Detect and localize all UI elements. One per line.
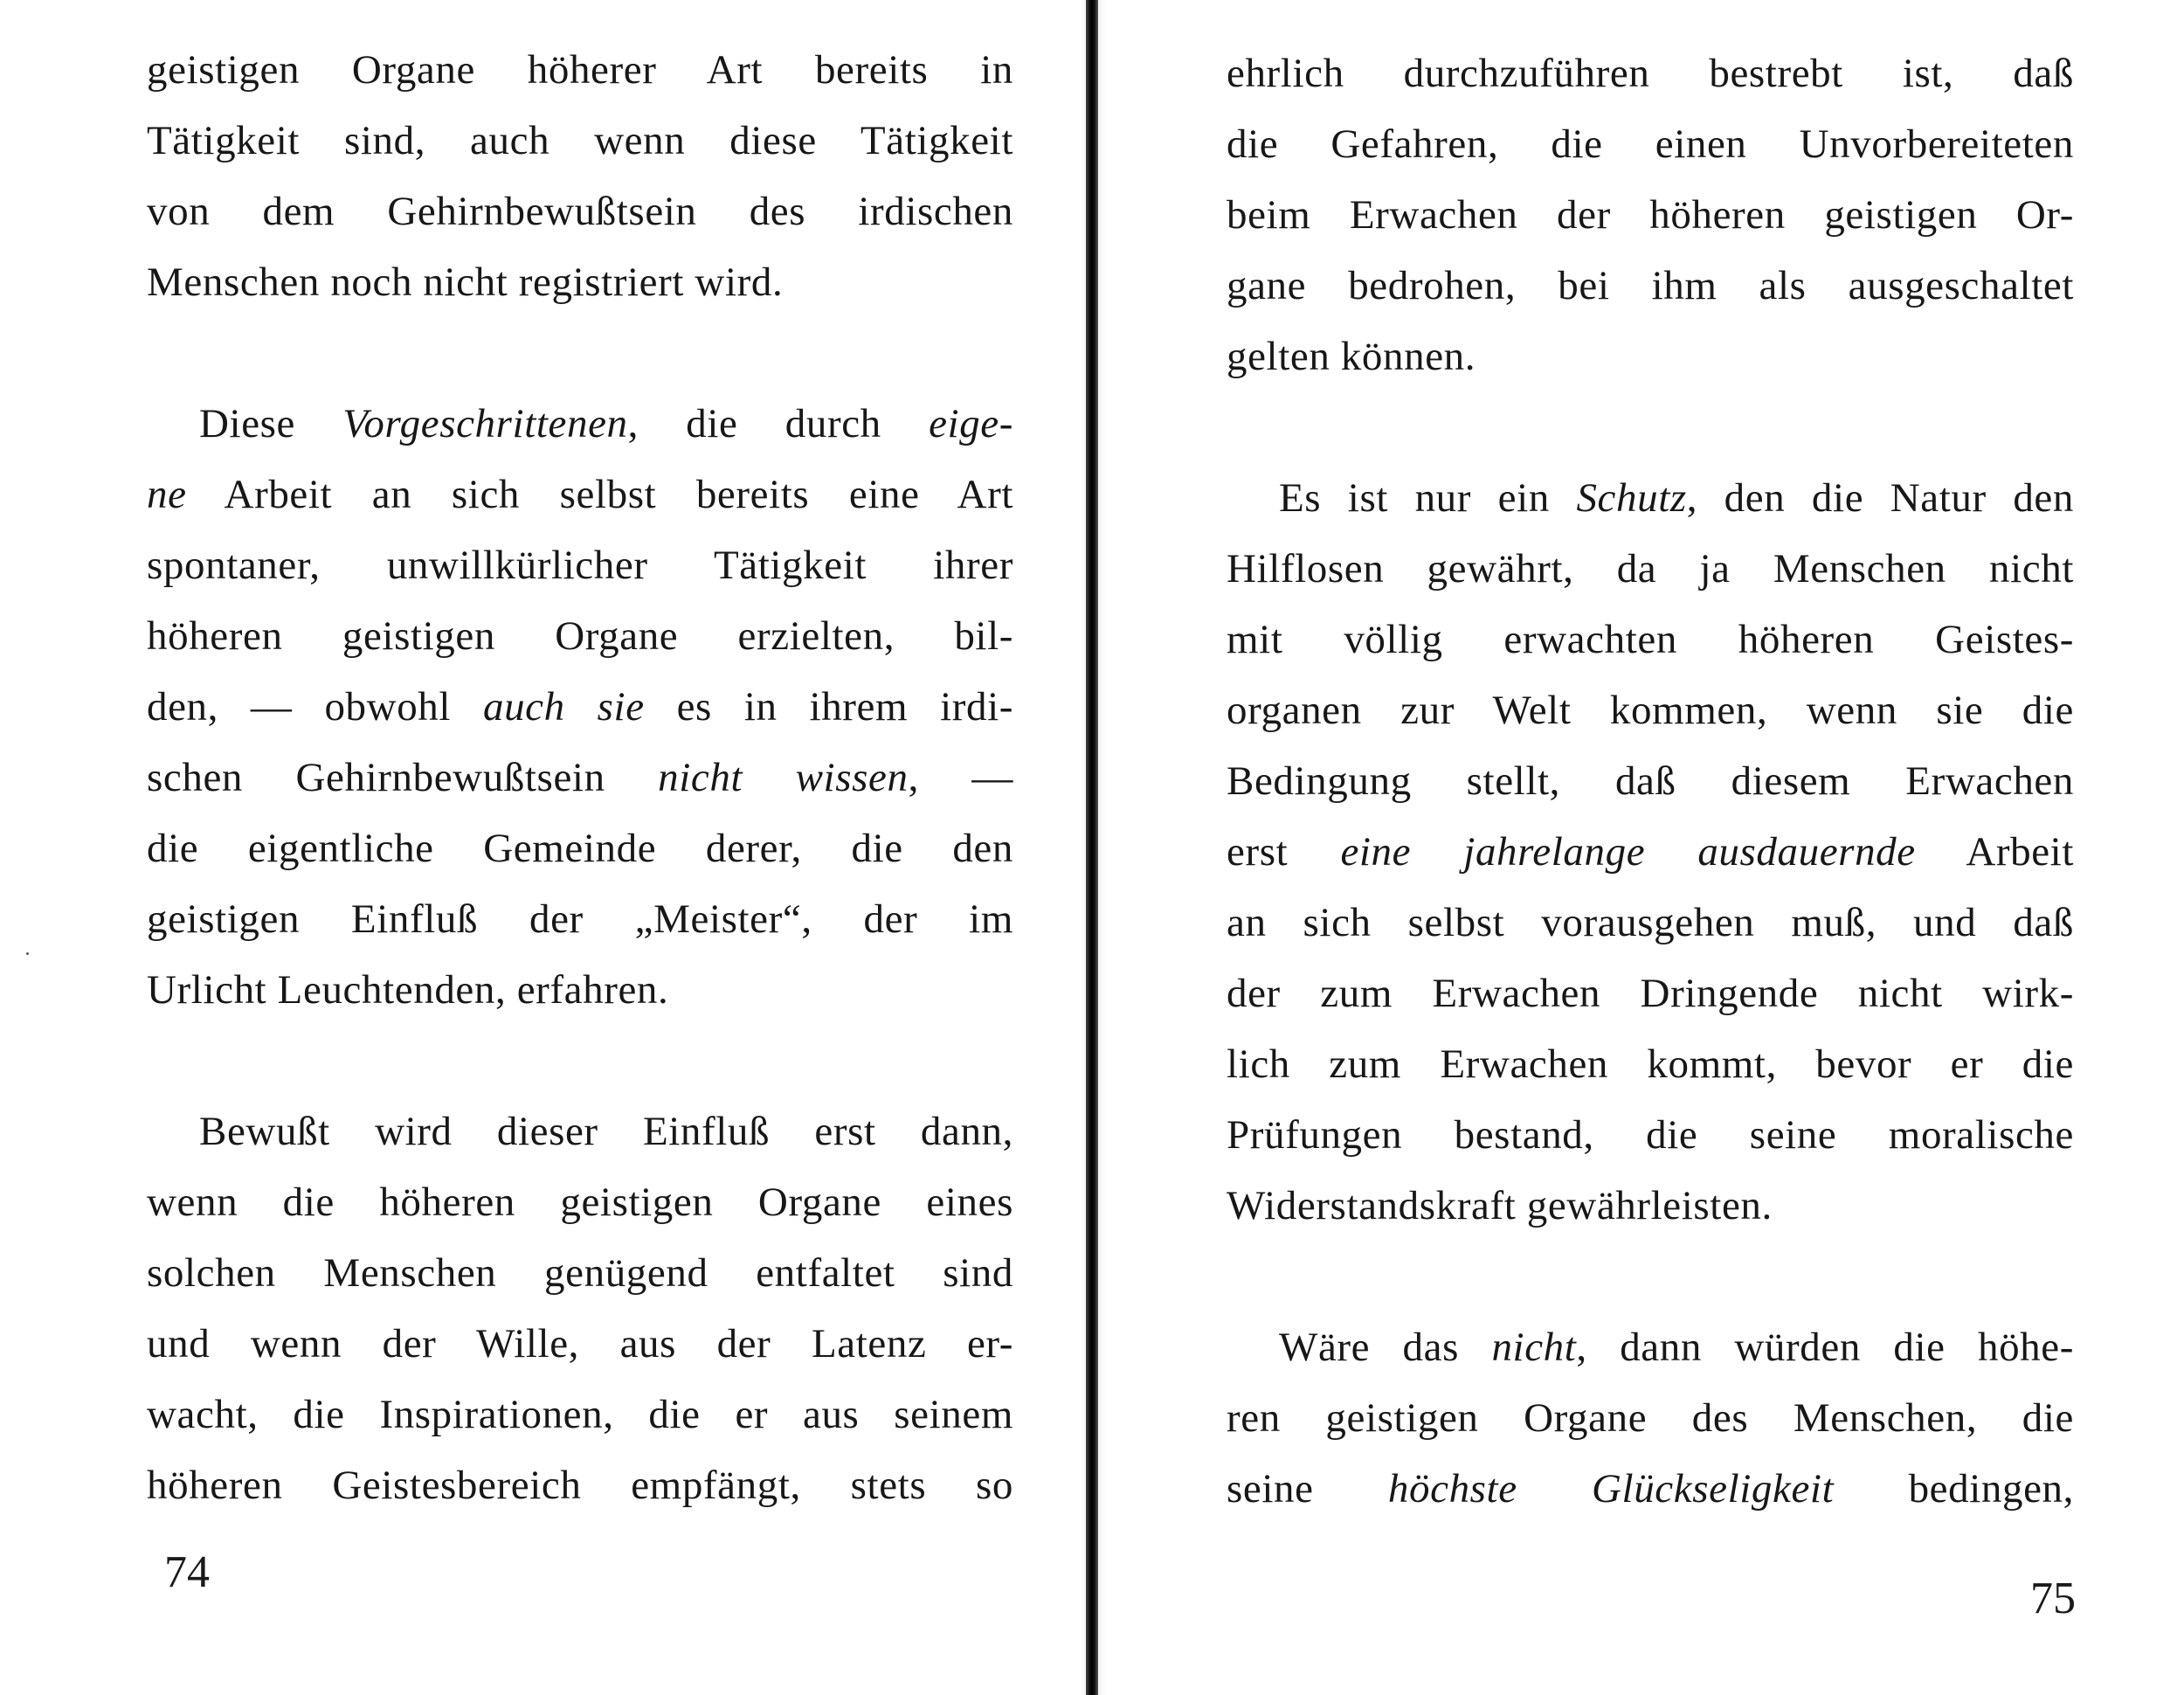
text-line: höheren geistigen Organe erzielten, bil- [147,613,1013,659]
text-line: und wenn der Wille, aus der Latenz er- [147,1321,1013,1366]
book-gutter [1086,0,1098,1695]
text-line: der zum Erwachen Dringende nicht wirk- [1227,971,2074,1016]
text-line: an sich selbst vorausgehen muß, und daß [1227,900,2074,945]
paragraph [1227,38,2074,392]
left-page-text [147,35,1013,1521]
text-line: die Gefahren, die einen Unvorbereiteten [1227,121,2074,167]
paragraph-gap [147,1026,1013,1097]
text-line: Tätigkeit sind, auch wenn diese Tätigkeit [147,118,1013,163]
right-page [1102,0,2184,1695]
text-line: schen Gehirnbewußtsein nicht wissen, — [147,755,1013,800]
text-line: geistigen Organe höherer Art bereits in [147,47,1013,93]
text-line: lich zum Erwachen kommt, bevor er die [1227,1041,2074,1087]
text-line: Bewußt wird dieser Einfluß erst dann, [199,1109,1013,1154]
paragraph [147,35,1013,318]
text-line: geistigen Einfluß der „Meister“, der im [147,896,1013,942]
paragraph [147,389,1013,1026]
text-line: Urlicht Leuchtenden, erfahren. [147,967,669,1013]
text-line: mit völlig erwachten höheren Geistes- [1227,617,2074,662]
text-line: organen zur Welt kommen, wenn sie die [1227,688,2074,733]
paragraph-gap [1227,1242,2074,1312]
text-line: gane bedrohen, bei ihm als ausgeschaltet [1227,263,2074,308]
text-line: Menschen noch nicht registriert wird. [147,259,784,305]
text-line: erst eine jahrelange ausdauernde Arbeit [1227,829,2074,875]
text-line: gelten können. [1227,334,1476,379]
paragraph [1227,1312,2074,1525]
left-page [0,0,1088,1695]
text-line: Hilflosen gewährt, da ja Menschen nicht [1227,546,2074,592]
text-line: spontaner, unwillkürlicher Tätigkeit ihrer [147,543,1013,588]
text-line: den, — obwohl auch sie es in ihrem irdi- [147,684,1014,730]
scan-speck [26,952,29,955]
right-page-text [1227,38,2074,1525]
text-line: Diese Vorgeschrittenen, die durch eige- [199,401,1013,446]
text-line: wacht, die Inspirationen, die er aus seinem [147,1392,1013,1437]
text-line: solchen Menschen genügend entfaltet sind [147,1250,1013,1296]
text-line: beim Erwachen der höheren geistigen Or- [1227,192,2074,238]
page-number: 74 [164,1547,210,1597]
text-line: Prüfungen bestand, die seine moralische [1227,1112,2074,1158]
paragraph [1227,463,2074,1242]
text-line: seine höchste Glückseligkeit bedingen, [1227,1466,2074,1512]
text-line: die eigentliche Gemeinde derer, die den [147,826,1013,871]
text-line: Widerstandskraft gewährleisten. [1227,1183,1773,1228]
paragraph-gap [1227,392,2074,463]
text-line: höheren Geistesbereich empfängt, stets so [147,1463,1013,1508]
paragraph [147,1097,1013,1521]
text-line: ren geistigen Organe des Menschen, die [1227,1395,2074,1441]
paragraph-gap [147,318,1013,389]
text-line: Es ist nur ein Schutz, den die Natur den [1279,475,2074,521]
page-number: 75 [2030,1574,2076,1623]
text-line: von dem Gehirnbewußtsein des irdischen [147,189,1013,234]
text-line: Wäre das nicht, dann würden die höhe- [1279,1325,2074,1370]
text-line: Bedingung stellt, daß diesem Erwachen [1227,758,2074,804]
text-line: ne Arbeit an sich selbst bereits eine Art [147,472,1013,517]
text-line: wenn die höheren geistigen Organe eines [147,1180,1013,1225]
text-line: ehrlich durchzuführen bestrebt ist, daß [1227,51,2074,96]
